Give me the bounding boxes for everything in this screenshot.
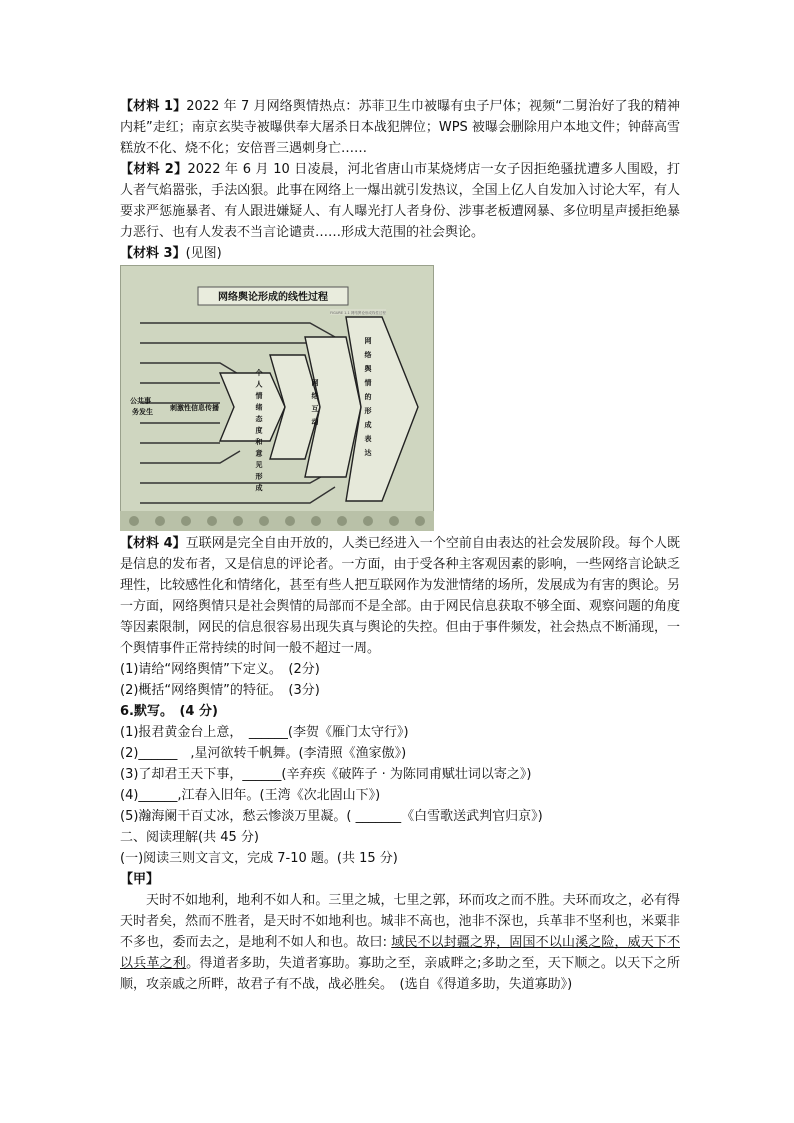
dictation-5: (5)瀚海阑干百丈冰，愁云惨淡万里凝。( _______《白雪歌送武判官归京》)	[120, 809, 543, 824]
material-2-label: 【材料 2】	[120, 162, 188, 177]
material-1-text: 2022 年 7 月网络舆情热点：苏菲卫生巾被曝有虫子尸体；视频“二舅治好了我的精神内耗”走红；南京玄奘寺被曝供奉大屠杀日本战犯牌位；WPS 被曝会删除用户本地文件；钟薛高雪糕放不化、烧不化；安倍晋三遇刺身亡……	[120, 99, 680, 156]
public-opinion-figure	[120, 265, 434, 531]
passage-jia-text	[120, 890, 680, 995]
material-1-label: 【材料 1】	[120, 99, 187, 114]
dictation-1: (1)报君黄金台上意， ______(李贺《雁门太守行》)	[120, 725, 409, 740]
material-1	[120, 96, 680, 159]
material-4	[120, 533, 680, 659]
material-3-text: (见图)	[185, 246, 222, 261]
figure-diagram	[120, 265, 434, 531]
dictation-4: (4)______,江春入旧年。(王湾《次北固山下》)	[120, 788, 381, 803]
figure-box3	[255, 368, 264, 492]
passage-part-1: 天时不如地利，地利不如人和。三里之城，七里之郭，环而攻之而不胜。夫环而攻之，必有得天时者矣，然而不胜者，是天时不如地利也。城非不高也，池非不深也，兵革非不坚利也，米粟非不多也，委而去之，是地利不如人和也。故曰:	[120, 893, 680, 950]
passage-jia-label: 【甲】	[120, 872, 160, 887]
figure-box2: 刺激性信息传播	[170, 404, 219, 412]
passage-underlined: 域民不以封疆之界，固国不以山溪之险，威天下不以兵革之利	[120, 935, 680, 971]
svg-text:个人情绪态度和意见形成: 个人情绪态度和意见形成	[255, 369, 263, 492]
material-2-text: 2022 年 6 月 10 日凌晨，河北省唐山市某烧烤店一女子因拒绝骚扰遭多人围殴，打人者气焰嚣张，手法凶狠。此事在网络上一爆出就引发热议，全国上亿人自发加入讨论大军，有人要求严惩施暴者、有人跟进嫌疑人、有人曝光打人者身份、涉事老板遭网暴、多位明星声援拒绝暴力恶行、也有人发表不当言论谴责……形成大范围的社会舆论。	[120, 162, 680, 240]
material-3-label: 【材料 3】	[120, 246, 186, 261]
question-1: (1)请给“网络舆情”下定义。 (2分)	[120, 662, 320, 677]
document-page	[120, 96, 680, 995]
material-3	[120, 243, 680, 264]
dictation-3: (3)了却君王天下事，______(辛弃疾《破阵子 · 为陈同甫赋壮词以寄之》)	[120, 767, 532, 782]
figure-small-label: FIGURE 1.1 网络舆论形成线性过程	[330, 311, 386, 315]
passage-part-2: 。得道者多助，失道者寡助。寡助之至，亲戚畔之;多助之至，天下顺之。以天下之所顺，攻亲戚之所畔，故君子有不战，战必胜矣。 (选自《得道多助，失道寡助》)	[120, 956, 680, 992]
material-4-text: 互联网是完全自由开放的，人类已经进入一个空前自由表达的社会发展阶段。每个人既是信息的发布者，又是信息的评论者。一方面，由于受各种主客观因素的影响，一些网络言论缺乏理性，比较感性化和情绪化，甚至有些人把互联网作为发泄情绪的场所，发展成为有害的舆论。另一方面，网络舆情只是社会舆情的局部而不是全部。由于网民信息获取不够全面、观察问题的角度等因素限制，网民的信息很容易出现失真与舆论的失控。但由于事件频发，社会热点不断涌现，一个舆情事件正常持续的时间一般不超过一周。	[120, 536, 680, 656]
dictation-2: (2)______ ,星河欲转千帆舞。(李清照《渔家傲》)	[120, 746, 407, 761]
figure-box5	[364, 336, 373, 457]
section-2-heading: 二、阅读理解(共 45 分)	[120, 830, 259, 845]
svg-text:网络舆情的形成表达: 网络舆情的形成表达	[364, 337, 372, 457]
section-2a-heading: (一)阅读三则文言文，完成 7-10 题。(共 15 分)	[120, 851, 398, 866]
material-2	[120, 159, 680, 243]
figure-title: 网络舆论形成的线性过程	[218, 292, 328, 303]
question-6: 6.默写。 (4 分)	[120, 704, 218, 719]
question-2: (2)概括“网络舆情”的特征。 (3分)	[120, 683, 320, 698]
figure-box1: 公共事务发生	[130, 397, 153, 416]
material-4-label: 【材料 4】	[120, 536, 186, 551]
svg-text:网络互动: 网络互动	[311, 379, 319, 426]
